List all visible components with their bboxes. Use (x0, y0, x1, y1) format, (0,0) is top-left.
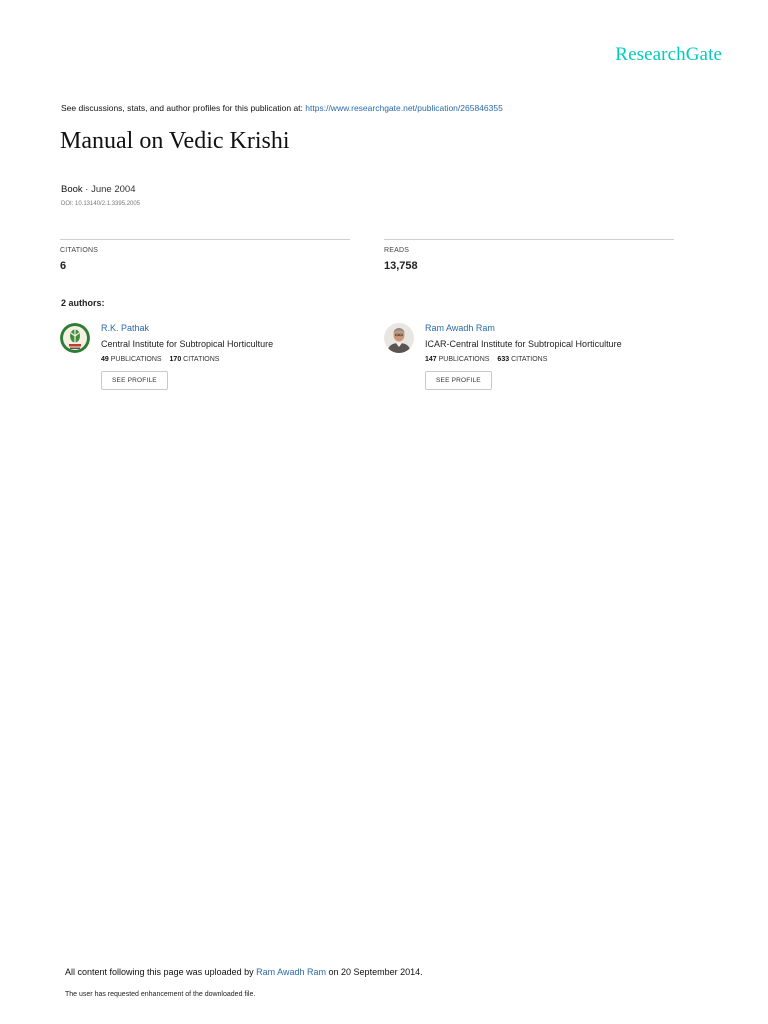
enhancement-note: The user has requested enhancement of the downloaded file. (65, 991, 256, 998)
author-name-link[interactable]: Ram Awadh Ram (425, 323, 495, 333)
publications-count: 49 (101, 356, 109, 363)
publication-doi: DOI: 10.13140/2.1.3395.2005 (61, 201, 141, 207)
publication-meta (61, 184, 135, 195)
publications-label: PUBLICATIONS (110, 356, 162, 363)
author-institution: Central Institute for Subtropical Horticulture (101, 339, 274, 349)
citations-value: 6 (60, 260, 67, 272)
publication-url-link[interactable]: https://www.researchgate.net/publication/265846355 (305, 103, 503, 113)
publications-label: PUBLICATIONS (438, 356, 490, 363)
source-line (61, 103, 503, 113)
reads-label: READS (384, 247, 410, 254)
author-stats (101, 356, 361, 363)
publications-count: 147 (425, 356, 437, 363)
author-citations-label: CITATIONS (511, 356, 548, 363)
meta-separator: · (82, 184, 92, 195)
authors-heading: 2 authors: (61, 298, 105, 308)
citations-label: CITATIONS (60, 247, 99, 254)
citations-stat (60, 239, 350, 272)
publication-date: June 2004 (91, 184, 136, 195)
author-stats (425, 356, 685, 363)
source-prefix: See discussions, stats, and author profiles for this publication at: (61, 103, 303, 113)
institute-logo-avatar[interactable] (60, 323, 90, 353)
publication-type: Book (61, 184, 83, 195)
researchgate-logo[interactable]: ResearchGate (615, 44, 722, 65)
citations-count: 170 (169, 356, 182, 363)
see-profile-button[interactable]: SEE PROFILE (425, 371, 492, 390)
reads-value: 13,758 (384, 260, 418, 272)
author-photo-avatar[interactable] (384, 323, 414, 353)
citations-count: 633 (497, 356, 510, 363)
footer-suffix: on 20 September 2014. (328, 967, 423, 977)
uploader-link[interactable]: Ram Awadh Ram (256, 967, 327, 977)
author-citations-label: CITATIONS (183, 356, 220, 363)
upload-footer (65, 967, 423, 977)
footer-prefix: All content following this page was uploaded by (65, 967, 254, 977)
author-name-link[interactable]: R.K. Pathak (101, 323, 150, 333)
reads-stat (384, 239, 674, 272)
author-institution: ICAR-Central Institute for Subtropical Horticulture (425, 339, 622, 349)
see-profile-button[interactable]: SEE PROFILE (101, 371, 168, 390)
publication-title: Manual on Vedic Krishi (60, 128, 290, 154)
